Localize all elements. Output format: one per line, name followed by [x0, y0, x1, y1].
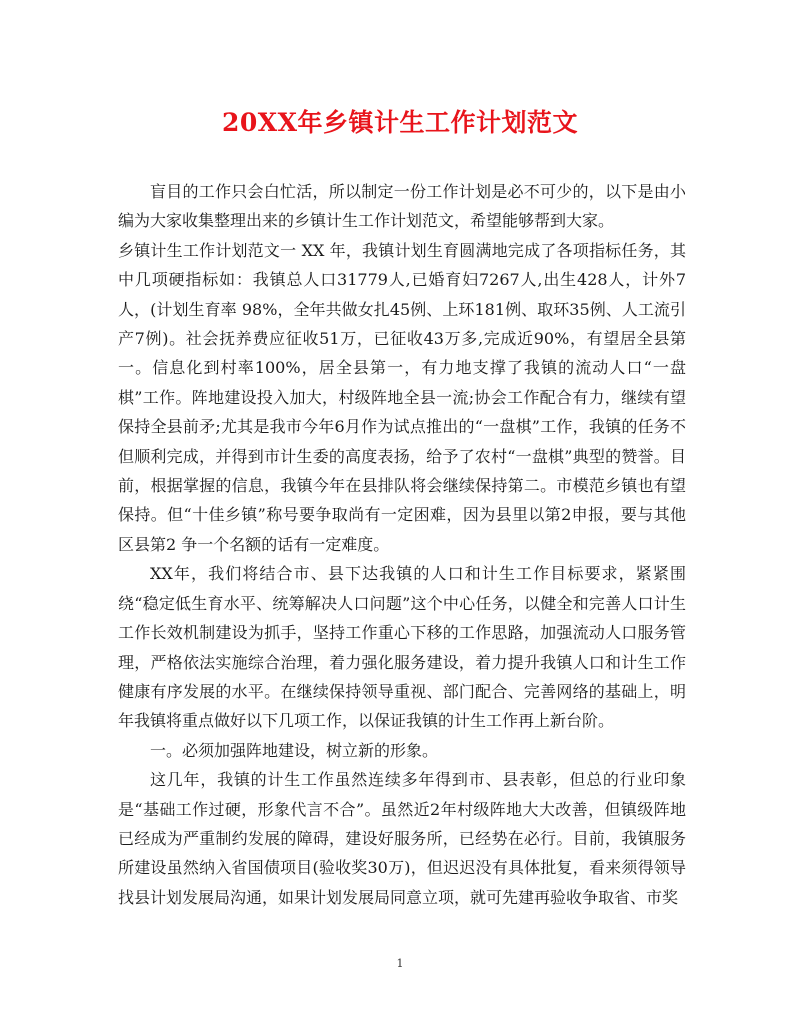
paragraph-plan: XX年，我们将结合市、县下达我镇的人口和计生工作目标要求，紧紧围绕“稳定低生育水平、统筹解决人口问题”这个中心任务，以健全和完善人口计生工作长效机制建设为抓手，坚持工作重心下移的工作思路，加强流动人口服务管理，严格依法实施综合治理，着力强化服务建设，着力提升我镇人口和计生工作健康有序发展的水平。在继续保持领导重视、部门配合、完善网络的基础上，明年我镇将重点做好以下几项工作，以保证我镇的计生工作再上新台阶。: [118, 564, 686, 731]
document-title: 20XX年乡镇计生工作计划范文: [221, 108, 579, 137]
paragraph-section-heading: 乡镇计生工作计划范文一 XX 年，我镇计划生育圆满地完成了各项指标任务，其中几项硬指标如：我镇总人口31779人,已婚育妇7267人,出生428人，计外7人，(计划生育率 98%，全年共做女扎45例、上环181例、取环35例、人工流引产7例)。社会抚养费应征收51万，已征收43万多,完成近90%，有望居全县第一。信息化到村率100%，居全县第一，有力地支撑了我镇的流动人口“一盘棋”工作。阵地建设投入加大，村级阵地全县一流;协会工作配合有力，继续有望保持全县前矛;尤其是我市今年6月作为试点推出的“一盘棋”工作，我镇的任务不但顺利完成，并得到市计生委的高度表扬，给予了农村“一盘棋”典型的赞誉。目前，根据掌握的信息，我镇今年在县排队将会继续保持第二。市模范乡镇也有望保持。但“十佳乡镇”称号要争取尚有一定困难，因为县里以第2申报，要与其他区县第2 争一个名额的话有一定难度。: [118, 240, 686, 554]
paragraph-point-one-body: 这几年，我镇的计生工作虽然连续多年得到市、县表彰，但总的行业印象是“基础工作过硬，形象代言不合”。虽然近2年村级阵地大大改善，但镇级阵地已经成为严重制约发展的障碍，建设好服务所，已经势在必行。目前，我镇服务所建设虽然纳入省国债项目(验收奖30万)，但迟迟没有具体批复，看来须得领导找县计划发展局沟通，如果计划发展局同意立项，就可先建再验收争取省、市奖: [118, 770, 686, 907]
document-body: [118, 177, 686, 912]
paragraph-point-one: 一。必须加强阵地建设，树立新的形象。: [150, 740, 439, 760]
paragraph-intro: 盲目的工作只会白忙活，所以制定一份工作计划是必不可少的，以下是由小编为大家收集整理出来的乡镇计生工作计划范文，希望能够帮到大家。: [118, 182, 686, 231]
page-number: 1: [396, 957, 404, 970]
